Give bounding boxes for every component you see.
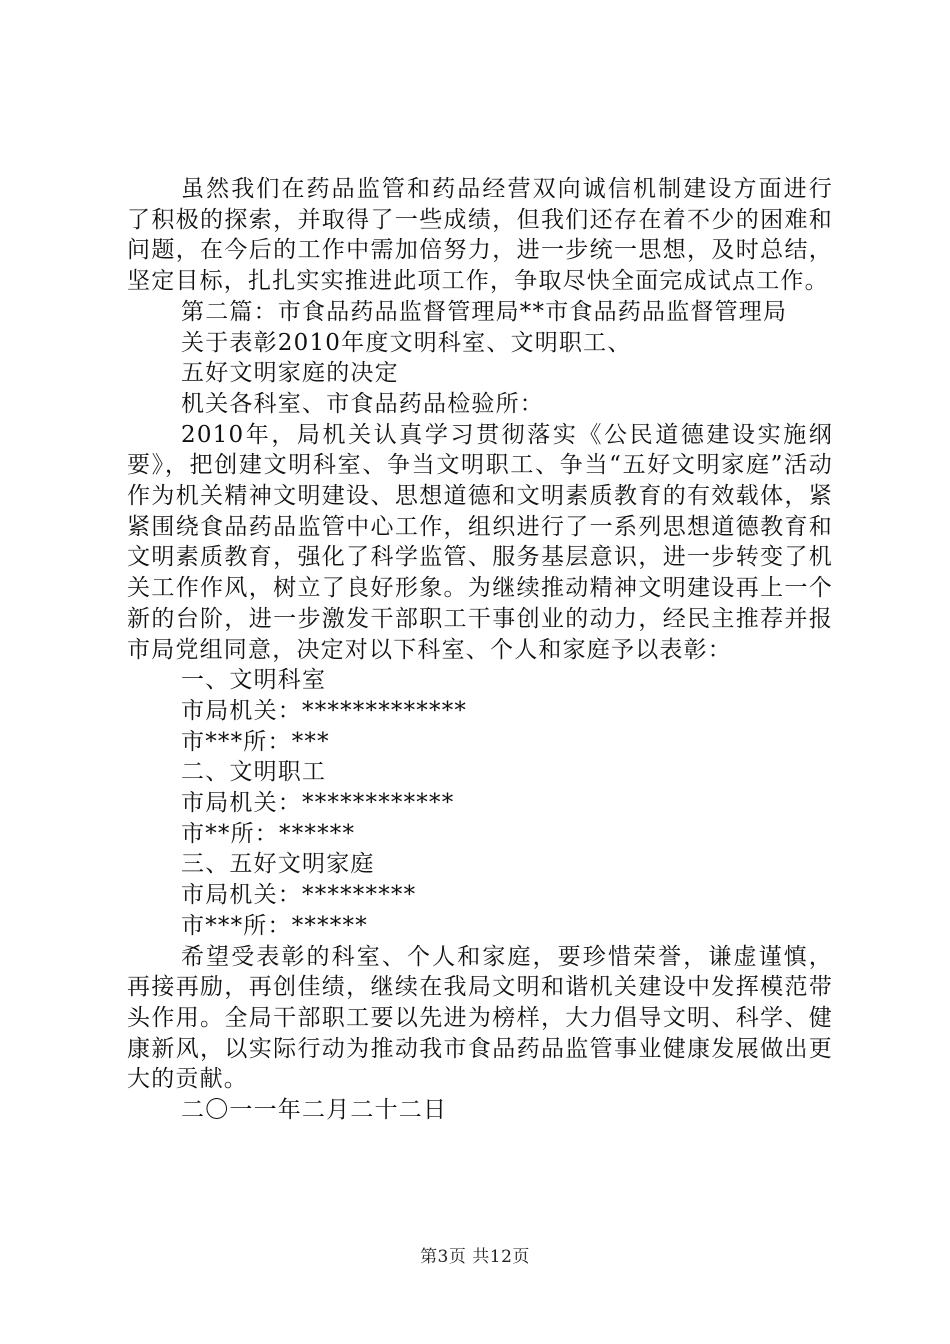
award-line: 市局机关：************* bbox=[181, 697, 468, 724]
award-line: 市**所：****** bbox=[181, 820, 356, 847]
decision-title-line-2: 五好文明家庭的决定 bbox=[181, 360, 399, 387]
page-number-footer: 第3页 共12页 bbox=[420, 1247, 530, 1267]
intro-paragraph: 虽然我们在药品监管和药品经营双向诚信机制建设方面进行了积极的探索，并取得了一些成绩，但我们还存在着不少的困难和问题，在今后的工作中需加倍努力，进一步统一思想，及时总结，坚定目标，扎扎实实推进此项工作，争取尽快全面完成试点工作。 bbox=[127, 176, 833, 295]
document-date: 二〇一一年二月二十二日 bbox=[181, 1097, 448, 1124]
addressee: 机关各科室、市食品药品检验所： bbox=[181, 390, 544, 417]
award-heading-offices: 一、文明科室 bbox=[181, 667, 327, 694]
document-body bbox=[127, 174, 833, 1126]
award-heading-families: 三、五好文明家庭 bbox=[181, 851, 375, 878]
award-line: 市局机关：********* bbox=[181, 882, 417, 909]
section-title: 第二篇：市食品药品监督管理局**市食品药品监督管理局 bbox=[181, 298, 788, 325]
body-paragraph: 2010年，局机关认真学习贯彻落实《公民道德建设实施纲要》，把创建文明科室、争当文明职工、争当“五好文明家庭”活动作为机关精神文明建设、思想道德和文明素质教育的有效载体，紧紧围绕食品药品监管中心工作，组织进行了一系列思想道德教育和文明素质教育，强化了科学监管、服务基层意识，进一步转变了机关工作作风，树立了良好形象。为继续推动精神文明建设再上一个新的台阶，进一步激发干部职工干事创业的动力，经民主推荐并报市局党组同意，决定对以下科室、个人和家庭予以表彰： bbox=[127, 421, 833, 663]
award-heading-staff: 二、文明职工 bbox=[181, 759, 327, 786]
award-line: 市***所：*** bbox=[181, 728, 330, 755]
decision-title-line-1: 关于表彰2010年度文明科室、文明职工、 bbox=[181, 329, 632, 356]
closing-paragraph: 希望受表彰的科室、个人和家庭，要珍惜荣誉，谦虚谨慎，再接再励，再创佳绩，继续在我局文明和谐机关建设中发挥模范带头作用。全局干部职工要以先进为榜样，大力倡导文明、科学、健康新风，以实际行动为推动我市食品药品监管事业健康发展做出更大的贡献。 bbox=[127, 943, 833, 1093]
award-line: 市***所：****** bbox=[181, 912, 368, 939]
award-line: 市局机关：************ bbox=[181, 790, 455, 817]
